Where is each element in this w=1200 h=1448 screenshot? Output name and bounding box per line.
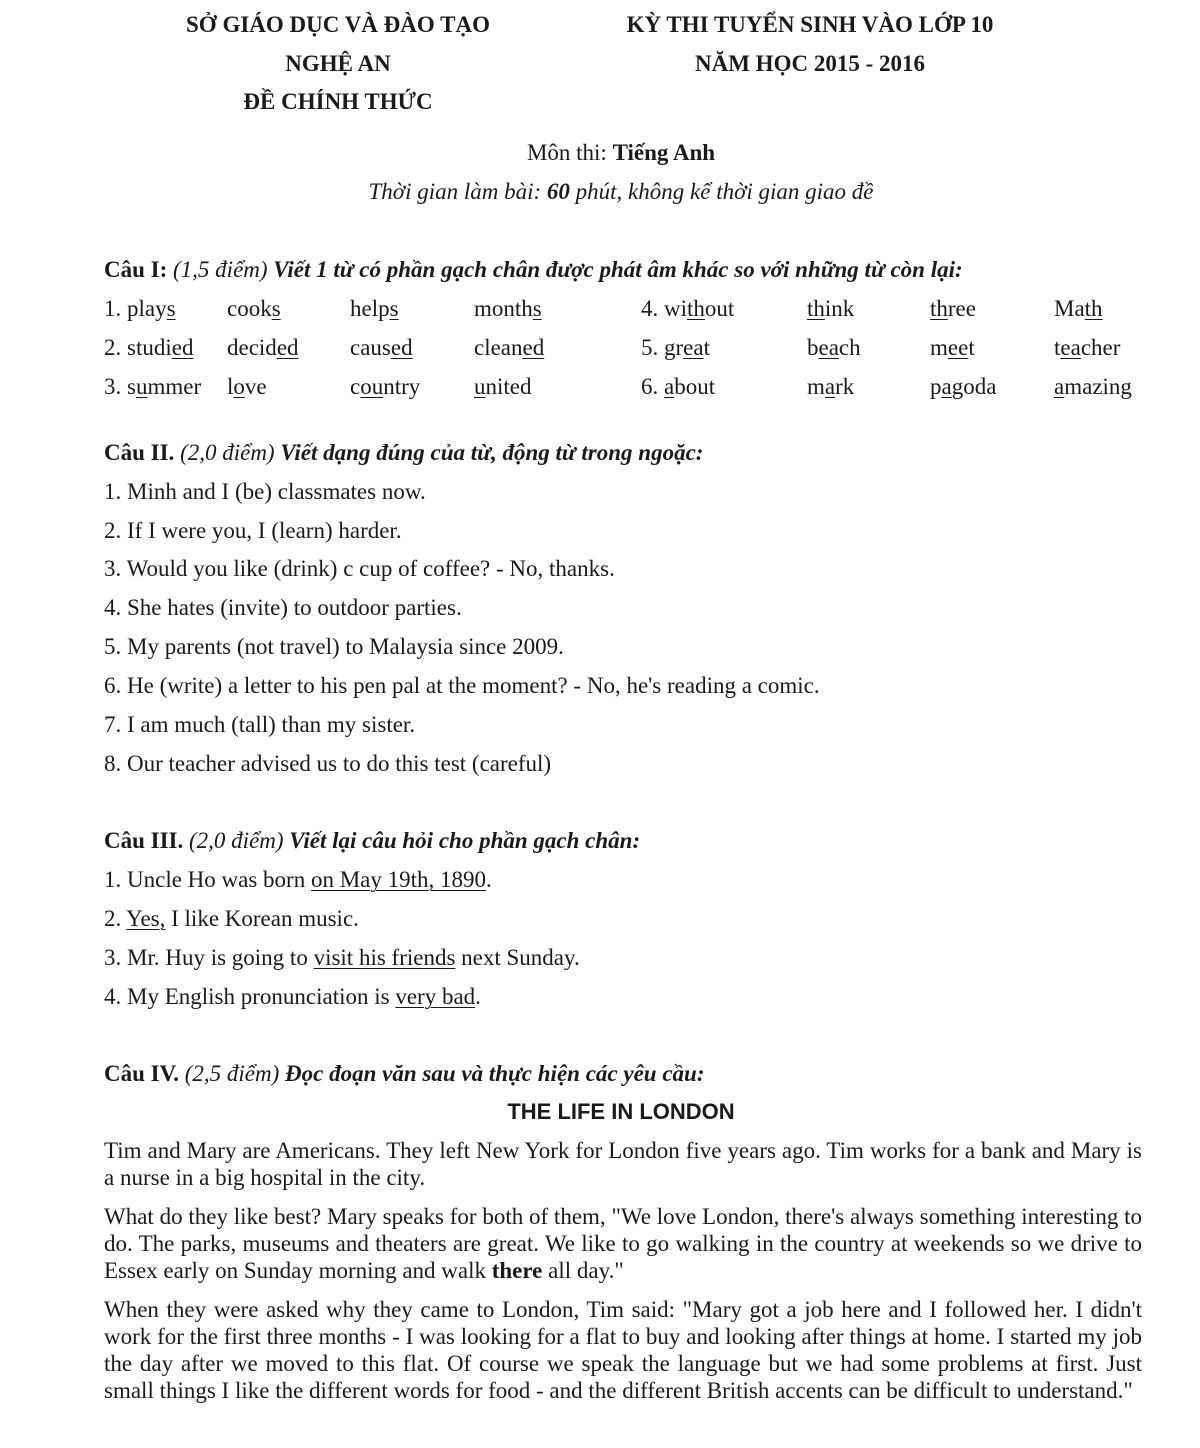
word-part: p bbox=[930, 374, 942, 399]
underlined-part: ed bbox=[522, 335, 545, 360]
underlined-part: ed bbox=[171, 335, 194, 360]
list-item bbox=[104, 945, 580, 971]
list-item: 4. She hates (invite) to outdoor parties. bbox=[104, 595, 462, 620]
word-part: s bbox=[127, 374, 136, 399]
time-minutes: 60 bbox=[546, 179, 570, 204]
list-item: 6. He (write) a letter to his pen pal at the moment? - No, he's reading a comic. bbox=[104, 673, 820, 698]
item-text: 4. My English pronunciation is bbox=[104, 984, 396, 1009]
question-instruction: Viết dạng đúng của từ, động từ trong ngoặc: bbox=[280, 440, 704, 465]
word-part: month bbox=[474, 296, 533, 321]
word-part: bout bbox=[674, 374, 716, 399]
underlined-part: th bbox=[1084, 296, 1103, 321]
word-option bbox=[641, 296, 734, 322]
list-item: 3. Would you like (drink) c cup of coffee? - No, thanks. bbox=[104, 556, 615, 581]
word-option bbox=[227, 374, 267, 400]
word-part: c bbox=[350, 374, 361, 399]
underlined-part: u bbox=[474, 374, 486, 399]
underlined-part: s bbox=[271, 296, 281, 321]
word-option bbox=[104, 296, 176, 322]
word-option bbox=[350, 335, 413, 361]
underlined-part: u bbox=[135, 374, 148, 399]
word-option bbox=[474, 335, 544, 361]
word-option bbox=[930, 335, 975, 361]
question-points: (2,0 điểm) bbox=[180, 440, 275, 465]
paragraph-text: all day." bbox=[542, 1258, 624, 1283]
word-part: t bbox=[968, 335, 975, 360]
underlined-part: a bbox=[664, 374, 675, 399]
item-text: . bbox=[475, 984, 481, 1009]
question-label: Câu II. bbox=[104, 440, 175, 465]
reading-paragraph-2 bbox=[104, 1203, 1142, 1284]
underlined-part: ed bbox=[276, 335, 299, 360]
underlined-part: th bbox=[930, 296, 948, 321]
word-option bbox=[641, 335, 710, 361]
word-part: cook bbox=[227, 296, 272, 321]
word-part: wi bbox=[664, 296, 687, 321]
underlined-part: ea bbox=[1060, 335, 1081, 360]
word-part: cher bbox=[1080, 335, 1121, 360]
word-part: studi bbox=[127, 335, 172, 360]
question-label: Câu IV. bbox=[104, 1061, 179, 1086]
word-part: mazing bbox=[1064, 374, 1132, 399]
word-option bbox=[807, 296, 854, 322]
item-text: 2. bbox=[104, 906, 127, 931]
word-option bbox=[350, 296, 399, 322]
item-text: 1. Uncle Ho was born bbox=[104, 867, 311, 892]
underlined-part: th bbox=[687, 296, 705, 321]
question-points: (1,5 điểm) bbox=[173, 257, 268, 282]
word-option bbox=[1054, 335, 1120, 361]
subject-line bbox=[0, 140, 1200, 166]
word-part: ch bbox=[838, 335, 861, 360]
list-item bbox=[104, 867, 492, 893]
question-instruction: Đọc đoạn văn sau và thực hiện các yêu cầu: bbox=[285, 1061, 705, 1086]
underlined-part: ea bbox=[683, 335, 704, 360]
reading-paragraph-3: When they were asked why they came to London, Tim said: "Mary got a job here and I followed her. I didn't work for the first three months - I was looking for a flat to buy and looking after things at home. I started my job the day after we moved to this flat. Of course we speak the language but we had some problems at first. Just small things I like the different words for food - and the different British accents can be difficult to understand." bbox=[104, 1297, 1142, 1403]
word-option bbox=[227, 296, 281, 322]
question-instruction: Viết 1 từ có phần gạch chân được phát âm khác so với những từ còn lại: bbox=[273, 257, 963, 282]
underlined-part: ee bbox=[947, 335, 969, 360]
word-part: ink bbox=[824, 296, 855, 321]
item-text: . bbox=[486, 867, 492, 892]
question-points: (2,0 điểm) bbox=[189, 828, 284, 853]
word-part: l bbox=[227, 374, 234, 399]
department-name: SỞ GIÁO DỤC VÀ ĐÀO TẠO bbox=[186, 12, 490, 37]
underlined-part: s bbox=[532, 296, 542, 321]
word-part: help bbox=[350, 296, 390, 321]
underlined-part: on May 19th, 1890 bbox=[310, 867, 487, 892]
underlined-part: Yes, bbox=[126, 906, 166, 931]
word-option bbox=[1054, 374, 1132, 400]
word-part: nited bbox=[485, 374, 532, 399]
list-item: 8. Our teacher advised us to do this test (careful) bbox=[104, 751, 552, 776]
item-number: 5. bbox=[641, 335, 664, 360]
item-text: 3. Mr. Huy is going to bbox=[104, 945, 314, 970]
question-4-heading bbox=[104, 1061, 704, 1087]
underlined-part: ed bbox=[390, 335, 413, 360]
reading-title: THE LIFE IN LONDON bbox=[507, 1099, 735, 1124]
item-number: 3. bbox=[104, 374, 127, 399]
word-part: caus bbox=[350, 335, 391, 360]
reading-paragraph-1: Tim and Mary are Americans. They left New York for London five years ago. Tim works for a bank and Mary is a nurse in a big hospital in the city. bbox=[104, 1138, 1142, 1190]
underlined-part: ea bbox=[818, 335, 839, 360]
word-option bbox=[227, 335, 299, 361]
list-item: 5. My parents (not travel) to Malaysia since 2009. bbox=[104, 634, 564, 659]
list-item: 7. I am much (tall) than my sister. bbox=[104, 712, 416, 737]
item-number: 1. bbox=[104, 296, 127, 321]
word-part: t bbox=[703, 335, 710, 360]
word-option bbox=[807, 335, 861, 361]
word-option bbox=[474, 296, 542, 322]
word-part: ve bbox=[244, 374, 267, 399]
question-2-heading bbox=[104, 440, 703, 466]
underlined-part: s bbox=[389, 296, 399, 321]
word-part: b bbox=[807, 335, 819, 360]
word-part: Ma bbox=[1054, 296, 1085, 321]
school-year: NĂM HỌC 2015 - 2016 bbox=[695, 51, 925, 76]
underlined-part: visit his friends bbox=[313, 945, 456, 970]
word-part: m bbox=[807, 374, 825, 399]
word-option bbox=[474, 374, 532, 400]
subject-name: Tiếng Anh bbox=[612, 140, 716, 165]
item-number: 2. bbox=[104, 335, 127, 360]
paragraph-text: What do they like best? Mary speaks for both of them, "We love London, there's always something interesting to do. The parks, museums and theaters are great. We like to go walking in the country at weekends so we drive to Essex early on Sunday morning and walk bbox=[104, 1204, 1142, 1283]
item-number: 4. bbox=[641, 296, 664, 321]
question-label: Câu I: bbox=[104, 257, 168, 282]
bold-word: there bbox=[491, 1258, 543, 1283]
list-item: 1. Minh and I (be) classmates now. bbox=[104, 479, 426, 504]
list-item bbox=[104, 984, 481, 1010]
word-part: play bbox=[127, 296, 167, 321]
underlined-part: very bad bbox=[395, 984, 476, 1009]
word-part: out bbox=[704, 296, 735, 321]
underlined-part: a bbox=[824, 374, 836, 399]
time-line bbox=[0, 179, 1200, 205]
word-option bbox=[930, 296, 976, 322]
word-option bbox=[1054, 296, 1103, 322]
word-part: t bbox=[1054, 335, 1061, 360]
word-part: m bbox=[930, 335, 948, 360]
word-part: goda bbox=[951, 374, 997, 399]
word-part: rk bbox=[835, 374, 855, 399]
question-1-heading bbox=[104, 257, 963, 283]
word-part: mmer bbox=[147, 374, 202, 399]
word-option bbox=[104, 335, 193, 361]
underlined-part: a bbox=[1054, 374, 1065, 399]
word-option bbox=[641, 374, 715, 400]
word-option bbox=[350, 374, 420, 400]
time-suffix: phút, không kể thời gian giao đề bbox=[569, 179, 874, 204]
question-3-heading bbox=[104, 828, 640, 854]
official-label: ĐỀ CHÍNH THỨC bbox=[243, 89, 433, 114]
list-item bbox=[104, 906, 359, 932]
item-text: next Sunday. bbox=[455, 945, 580, 970]
underlined-part: th bbox=[807, 296, 825, 321]
word-part: ree bbox=[947, 296, 976, 321]
word-part: gr bbox=[664, 335, 684, 360]
underlined-part: a bbox=[941, 374, 952, 399]
word-part: decid bbox=[227, 335, 277, 360]
question-points: (2,5 điểm) bbox=[184, 1061, 280, 1086]
word-option bbox=[930, 374, 996, 400]
underlined-part: ou bbox=[360, 374, 384, 399]
exam-title: KỲ THI TUYỂN SINH VÀO LỚP 10 bbox=[626, 12, 994, 37]
question-instruction: Viết lại câu hỏi cho phần gạch chân: bbox=[289, 828, 641, 853]
word-part: clean bbox=[474, 335, 523, 360]
underlined-part: o bbox=[233, 374, 245, 399]
item-number: 6. bbox=[641, 374, 664, 399]
word-option bbox=[104, 374, 201, 400]
underlined-part: s bbox=[166, 296, 176, 321]
time-prefix: Thời gian làm bài: bbox=[368, 179, 547, 204]
item-text: I like Korean music. bbox=[165, 906, 359, 931]
question-label: Câu III. bbox=[104, 828, 184, 853]
subject-label: Môn thi: bbox=[526, 140, 613, 165]
list-item: 2. If I were you, I (learn) harder. bbox=[104, 518, 402, 543]
word-option bbox=[807, 374, 854, 400]
province-name: NGHỆ AN bbox=[285, 51, 391, 76]
word-part: ntry bbox=[383, 374, 421, 399]
